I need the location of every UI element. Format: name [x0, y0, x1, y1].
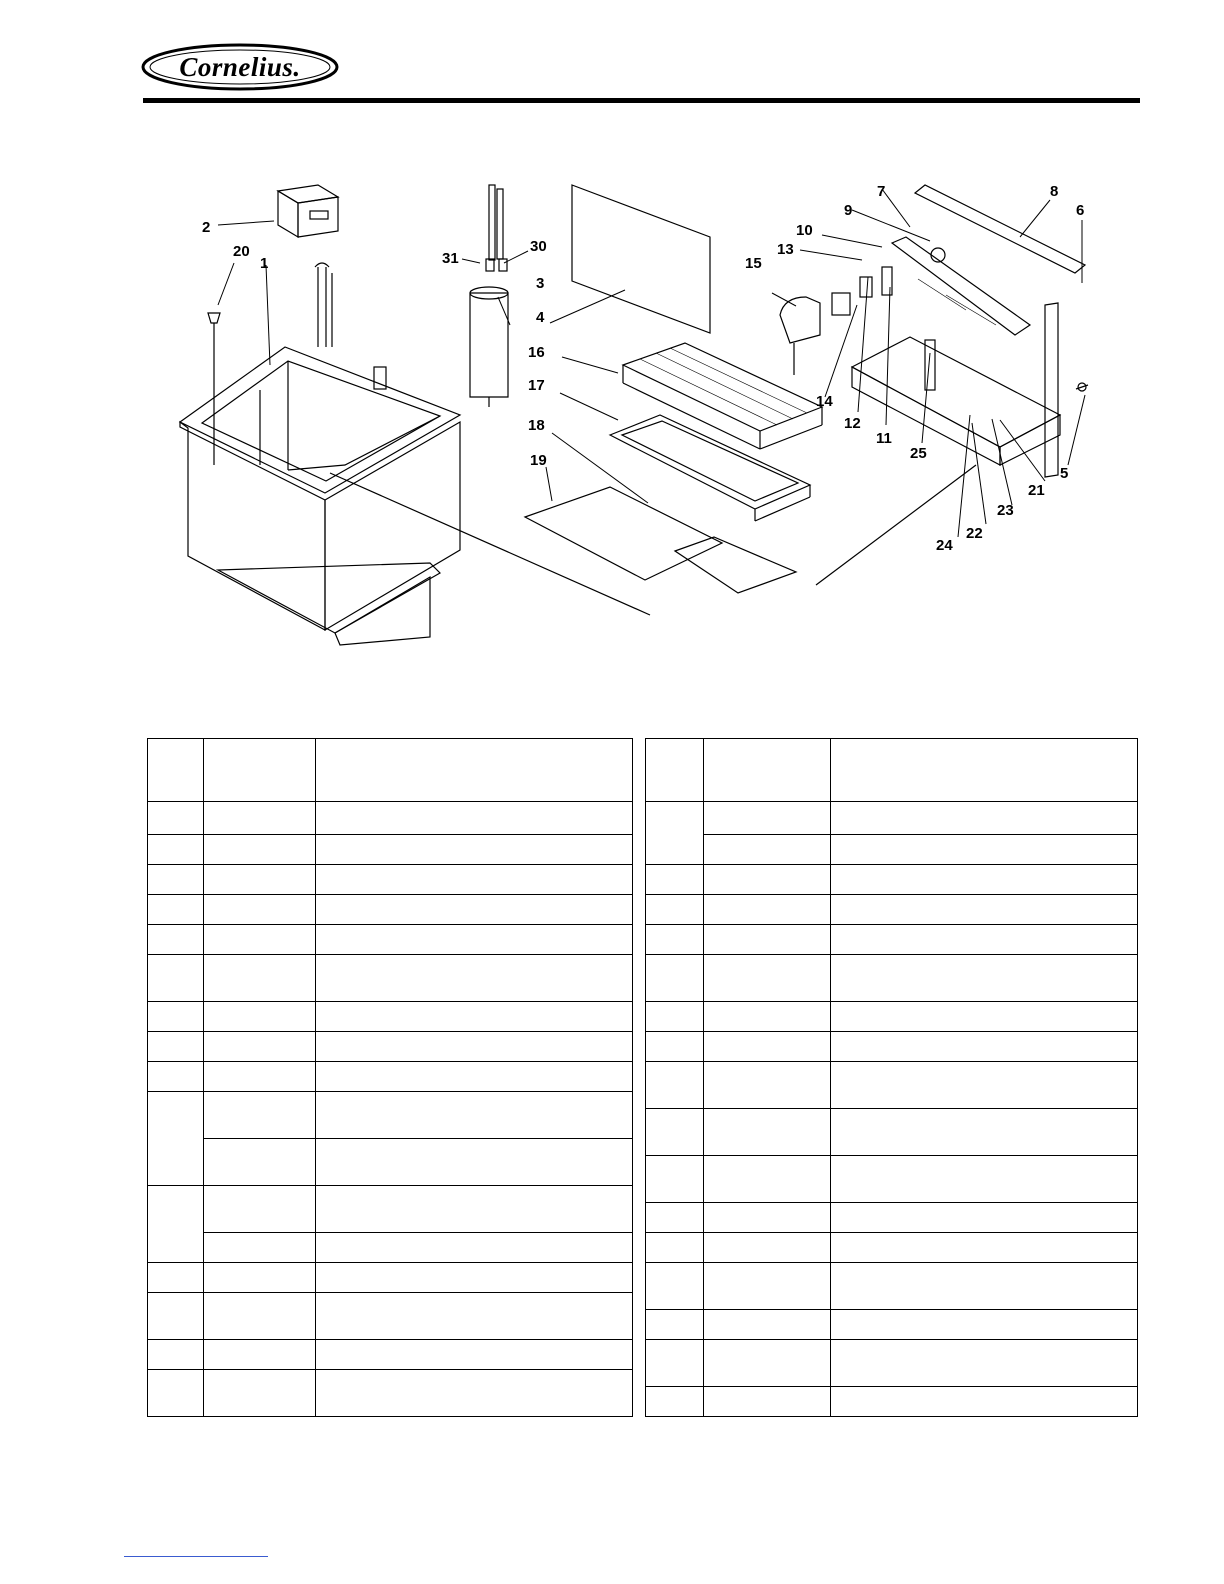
logo-text: Cornelius.: [179, 52, 301, 82]
table-row: [646, 1310, 1138, 1340]
table-row: [646, 1109, 1138, 1156]
table-row: [148, 1186, 633, 1233]
table-row: [646, 1002, 1138, 1032]
table-header-row: [148, 739, 633, 802]
callout-24: 24: [936, 537, 953, 554]
table-row: [646, 1203, 1138, 1233]
callout-16: 16: [528, 344, 545, 361]
table-row: [148, 1092, 633, 1139]
table-row: [148, 835, 633, 865]
callout-1: 1: [260, 255, 269, 272]
table-row: [646, 1263, 1138, 1310]
table-row: [646, 1156, 1138, 1203]
callout-7: 7: [877, 183, 886, 200]
drip-grate-part: [623, 343, 822, 449]
cabinet-part: [180, 263, 460, 645]
table-header-row: [646, 739, 1138, 802]
callout-9: 9: [844, 202, 853, 219]
table-row: [148, 1263, 633, 1293]
callout-8: 8: [1050, 183, 1059, 200]
table-row: [148, 1032, 633, 1062]
callout-12: 12: [844, 415, 861, 432]
callout-18: 18: [528, 417, 545, 434]
callout-21: 21: [1028, 482, 1045, 499]
table-row: [148, 955, 633, 1002]
callout-25: 25: [910, 445, 927, 462]
cornelius-logo: [140, 42, 340, 92]
callout-2: 2: [202, 219, 211, 236]
callout-30: 30: [530, 238, 547, 255]
callout-10: 10: [796, 222, 813, 239]
table-row: [646, 895, 1138, 925]
motor-part: [780, 277, 872, 375]
callout-31: 31: [442, 250, 459, 267]
table-row: [646, 1233, 1138, 1263]
table-row: [148, 1139, 633, 1186]
callout-17: 17: [528, 377, 545, 394]
callout-13: 13: [777, 241, 794, 258]
table-row: [646, 865, 1138, 895]
filter-part: [470, 185, 508, 407]
table-row: [148, 1062, 633, 1092]
table-row: [148, 1370, 633, 1417]
exploded-parts-diagram: [140, 175, 1140, 655]
table-row: [148, 1002, 633, 1032]
table-row: [148, 1233, 633, 1263]
drip-tray-part: [610, 415, 810, 521]
table-row: [646, 1032, 1138, 1062]
callout-3: 3: [536, 275, 545, 292]
header-rule: [143, 98, 1140, 103]
parts-table-left: [147, 738, 633, 1417]
table-row: [148, 865, 633, 895]
table-row: [148, 925, 633, 955]
table-row: [148, 802, 633, 835]
callout-15: 15: [745, 255, 762, 272]
table-row: [148, 895, 633, 925]
table-row: [646, 1387, 1138, 1417]
front-cover-part: [525, 487, 722, 580]
table-row: [646, 955, 1138, 1002]
callout-14: 14: [816, 393, 833, 410]
callout-19: 19: [530, 452, 547, 469]
rear-cover-part: [675, 537, 796, 593]
callout-20: 20: [233, 243, 250, 260]
table-row: [646, 802, 1138, 835]
parts-table-right: [645, 738, 1138, 1417]
callout-22: 22: [966, 525, 983, 542]
callout-23: 23: [997, 502, 1014, 519]
table-row: [646, 925, 1138, 955]
callout-11: 11: [876, 430, 892, 447]
footer-link-underline: [124, 1556, 268, 1557]
callout-4: 4: [536, 309, 545, 326]
tap-part: [882, 267, 892, 295]
side-panel-part: [572, 185, 710, 333]
table-row: [148, 1340, 633, 1370]
callout-6: 6: [1076, 202, 1085, 219]
table-row: [646, 835, 1138, 865]
fitting-part: [1076, 383, 1088, 391]
table-row: [148, 1293, 633, 1340]
table-row: [646, 1340, 1138, 1387]
table-row: [646, 1062, 1138, 1109]
callout-5: 5: [1060, 465, 1069, 482]
electrical-box-part: [278, 185, 338, 237]
